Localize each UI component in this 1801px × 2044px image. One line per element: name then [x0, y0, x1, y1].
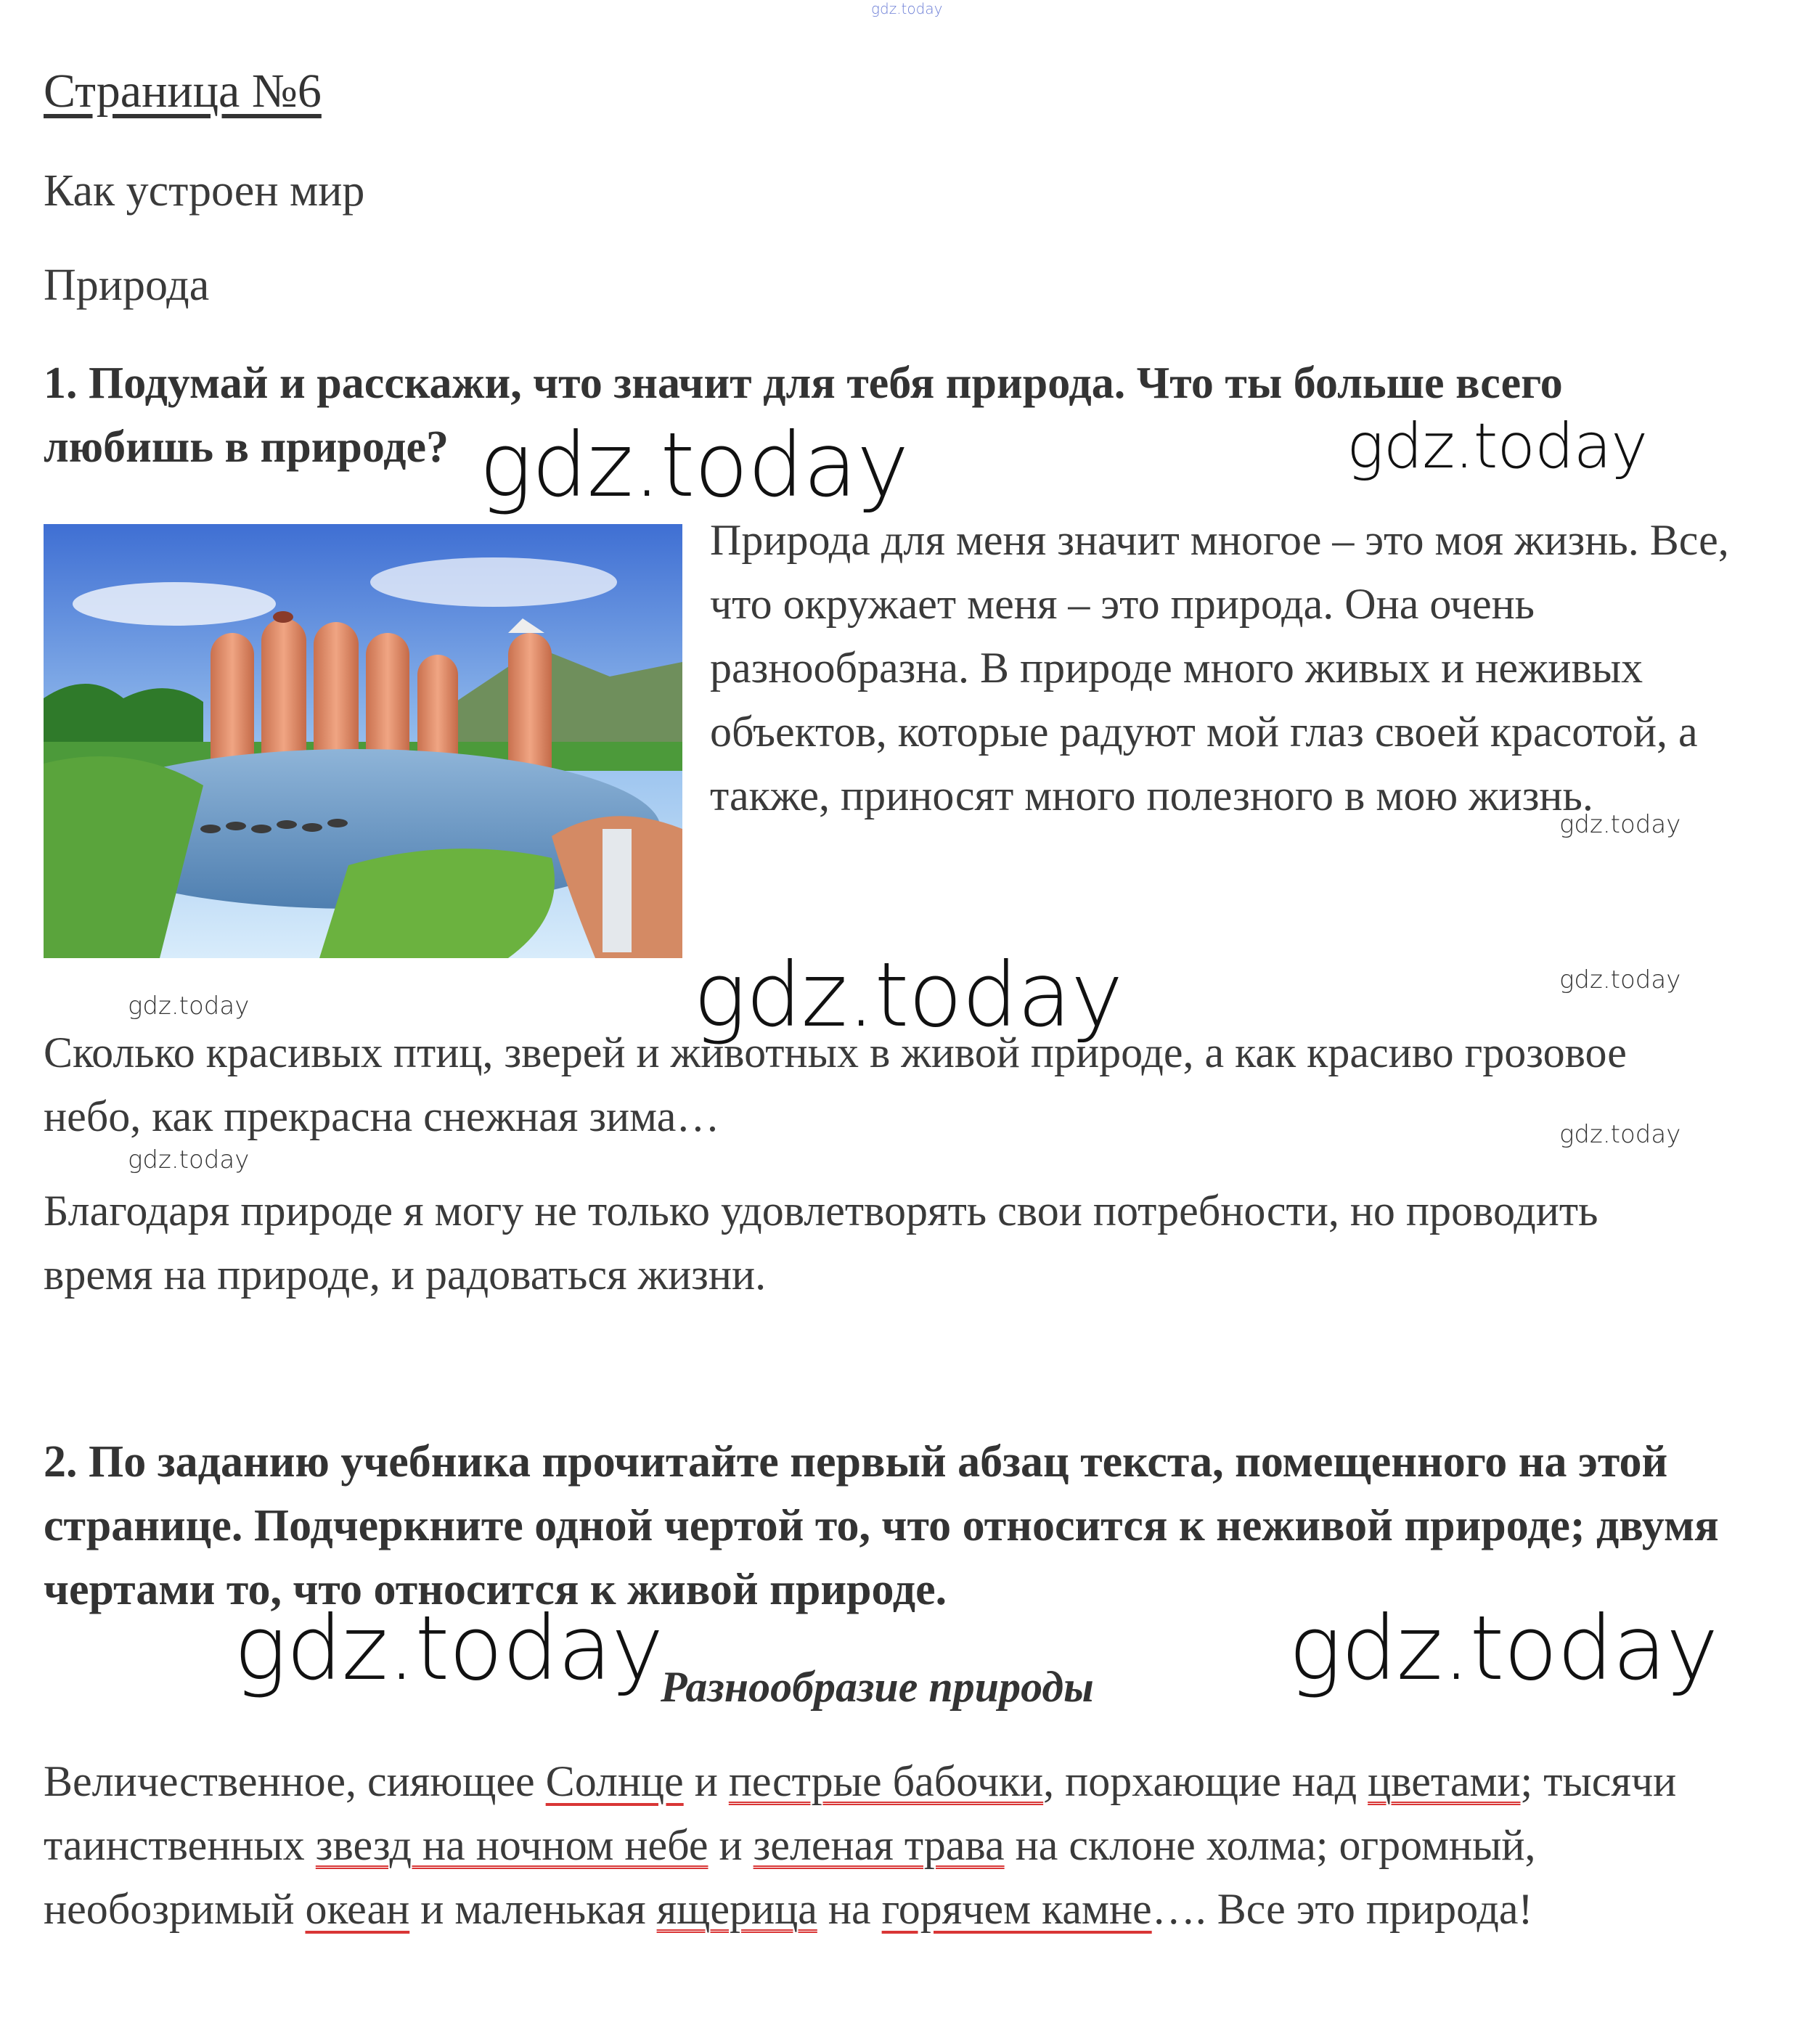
watermark: gdz.today — [1559, 1120, 1681, 1149]
essay-paragraph: Величественное, сияющее Солнце и пестрые бабочки, порхающие над цветами; тысячи таинственных звезд на ночном небе и зеленая трава на склоне холма; огромный, необозримый океан и маленькая ящерица на горячем камне…. Все это природа! — [44, 1757, 1677, 1933]
underline-living: звезд на ночном небе — [315, 1821, 708, 1869]
task1-answer-paragraph: Природа для меня значит многое – это моя жизнь. Все, что окружает меня – это природа. Она очень разнообразна. В природе много живых и неживых объектов, которые радуют мой глаз своей красотой, а также, приносят много полезного в мою жизнь. — [710, 516, 1729, 819]
watermark: gdz.today — [234, 1597, 663, 1700]
underline-nonliving: горячем камне — [881, 1885, 1152, 1933]
task1-paragraph-3: Благодаря природе я могу не только удовлетворять свои потребности, но проводить время на природе, и радоваться жизни. — [44, 1187, 1598, 1299]
watermark: gdz.today — [1347, 410, 1648, 483]
watermark: gdz.today — [128, 1145, 250, 1174]
watermark: gdz.today — [479, 414, 909, 517]
watermark: gdz.today — [1559, 965, 1681, 994]
topic-title: Природа — [44, 261, 210, 310]
essay-title: Разнообразие природы — [661, 1663, 1094, 1711]
watermark: gdz.today — [1559, 810, 1681, 839]
watermark: gdz.today — [128, 992, 250, 1021]
underline-living: пестрые бабочки — [728, 1757, 1044, 1805]
underline-living: цветами — [1368, 1757, 1521, 1805]
section-title: Как устроен мир — [44, 166, 365, 216]
nature-photo — [44, 524, 682, 958]
task2-question: 2. По заданию учебника прочитайте первый абзац текста, помещенного на этой странице. Подчеркните одной чертой то, что относится к неживой природе; двумя чертами то, что относится к живой природе. — [44, 1437, 1719, 1614]
underline-nonliving: Солнце — [545, 1757, 684, 1805]
watermark-top: gdz.today — [871, 0, 943, 17]
task1-paragraph-2: Сколько красивых птиц, зверей и животных в живой природе, а как красиво грозовое небо, как прекрасна снежная зима… — [44, 1029, 1627, 1140]
underline-living: зеленая трава — [753, 1821, 1005, 1869]
watermark: gdz.today — [1289, 1597, 1718, 1700]
task1-question: 1. Подумай и расскажи, что значит для тебя природа. Что ты больше всего любишь в природе? — [44, 359, 1563, 472]
page-title: Страница №6 — [44, 65, 322, 118]
underline-nonliving: океан — [305, 1885, 410, 1933]
underline-living: ящерица — [656, 1885, 817, 1933]
watermark: gdz.today — [693, 944, 1123, 1047]
